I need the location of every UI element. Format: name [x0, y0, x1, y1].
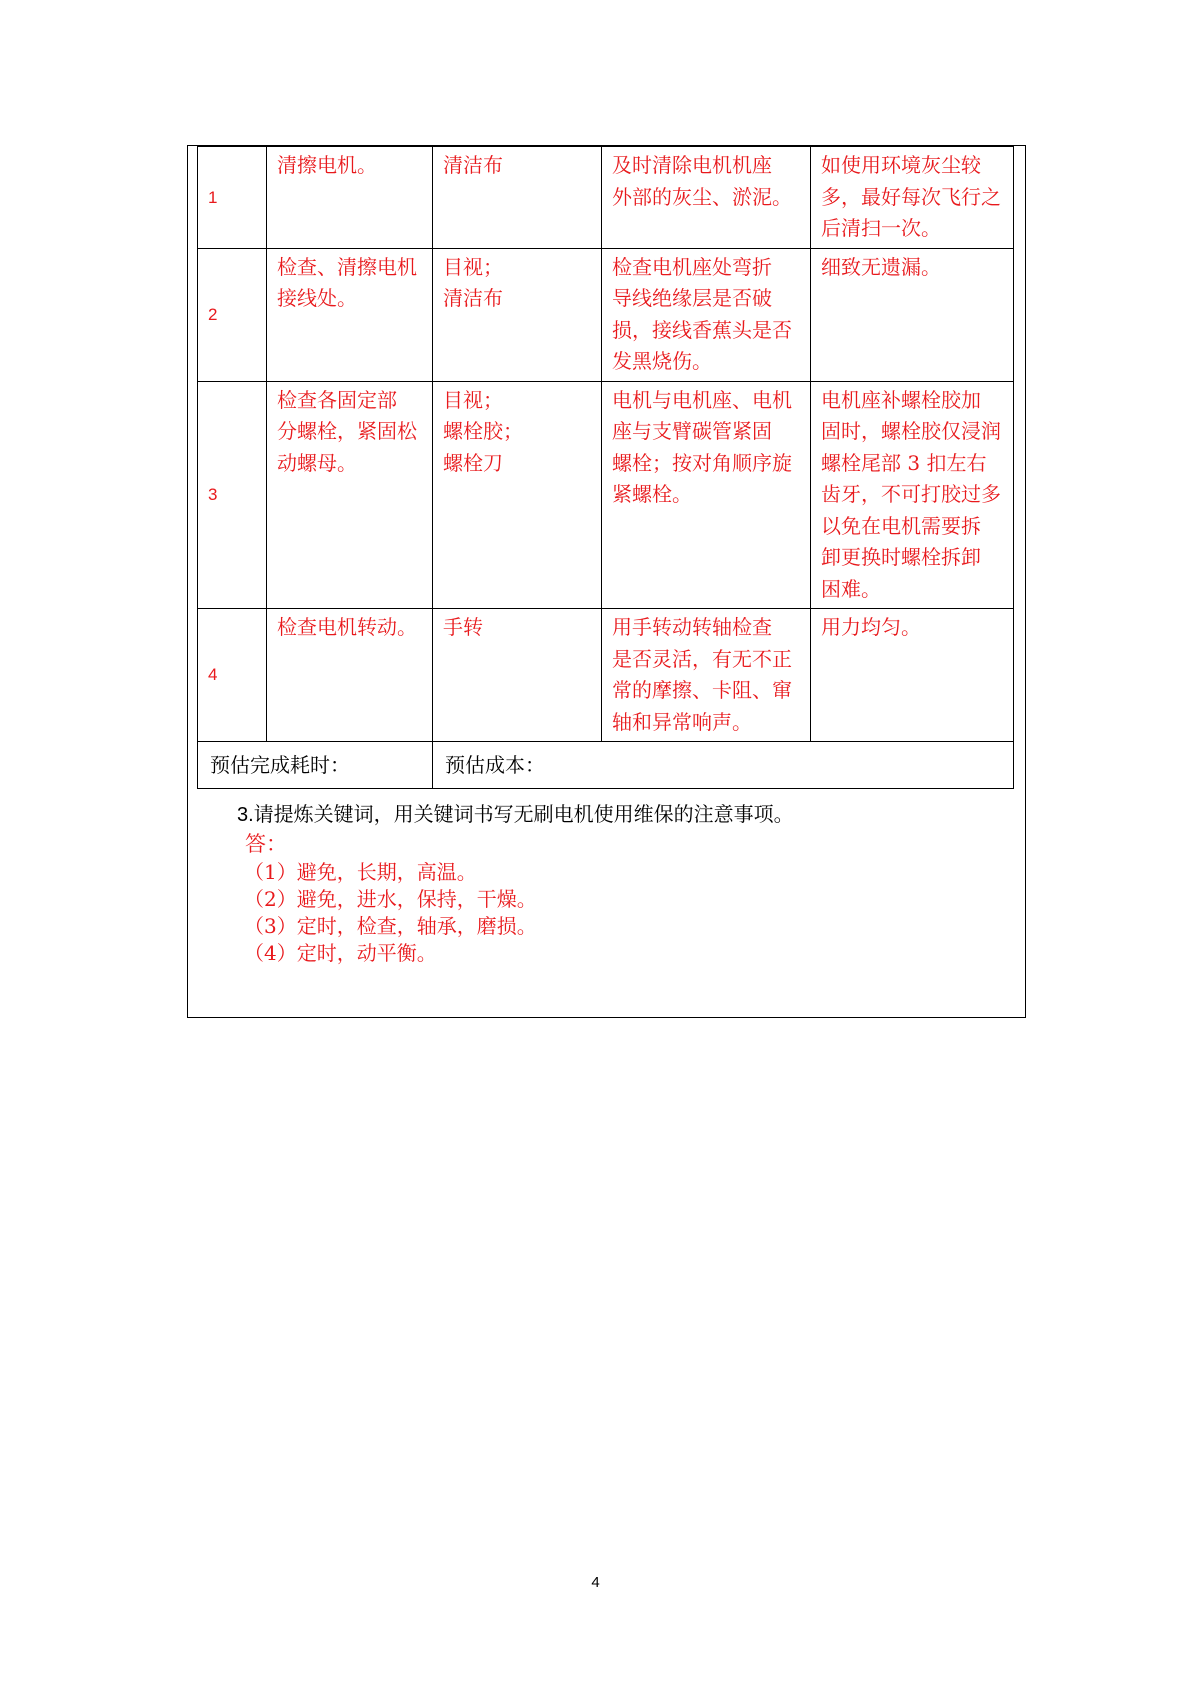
- answer-item: （1）避免，长期，高温。: [244, 860, 477, 884]
- content-line: 轴和异常响声。: [612, 709, 752, 734]
- answer-item: （3）定时，检查，轴承，磨损。: [244, 914, 537, 938]
- estimated-time-label: 预估完成耗时：: [198, 742, 433, 789]
- tools-line: 目视；: [443, 254, 503, 279]
- content-line: 是否灵活，有无不正: [612, 646, 792, 671]
- notes-line: 齿牙，不可打胶过多: [821, 482, 1001, 506]
- content-cell: [602, 147, 811, 249]
- content-line: 电机与电机座、电机: [612, 387, 792, 412]
- notes-line: 固时，螺栓胶仅浸润: [821, 419, 1001, 443]
- notes-line: 螺栓尾部 3 扣左右: [821, 450, 987, 475]
- notes-line: 细致无遗漏。: [821, 254, 941, 279]
- notes-cell: [811, 147, 1014, 249]
- content-line: 常的摩擦、卡阻、窜: [612, 678, 792, 702]
- notes-line: 后清扫一次。: [821, 216, 941, 240]
- content-line: 发黑烧伤。: [612, 349, 712, 373]
- task-line: 清擦电机。: [277, 153, 377, 177]
- content-line: 紧螺栓。: [612, 482, 692, 506]
- notes-line: 以免在电机需要拆: [821, 513, 981, 538]
- content-cell: [602, 381, 811, 609]
- tools-line: 螺栓胶；: [443, 419, 523, 443]
- tools-line: 目视；: [443, 387, 503, 412]
- tools-line: 清洁布: [443, 286, 503, 310]
- row-number: 4: [198, 609, 267, 742]
- row-number: 3: [198, 381, 267, 609]
- row-number: 1: [198, 147, 267, 249]
- content-cell: [602, 609, 811, 742]
- estimated-cost-label: 预估成本：: [433, 742, 1014, 789]
- task-cell: [267, 609, 433, 742]
- maintenance-table: [197, 146, 1014, 789]
- question-number: 3.: [237, 804, 254, 826]
- notes-line: 如使用环境灰尘较: [821, 153, 981, 177]
- content-line: 外部的灰尘、淤泥。: [612, 184, 792, 209]
- task-cell: [267, 381, 433, 609]
- table-row: [198, 147, 1014, 249]
- notes-cell: [811, 381, 1014, 609]
- notes-cell: [811, 248, 1014, 381]
- tools-line: 清洁布: [443, 153, 503, 177]
- task-line: 动螺母。: [277, 450, 357, 475]
- answer-label: 答：: [245, 832, 287, 856]
- content-line: 检查电机座处弯折: [612, 254, 772, 279]
- tools-line: 手转: [443, 615, 483, 639]
- notes-line: 困难。: [821, 576, 881, 601]
- notes-line: 用力均匀。: [821, 615, 921, 639]
- table-footer-row: [198, 742, 1014, 789]
- notes-line: 卸更换时螺栓拆卸: [821, 545, 981, 569]
- tools-cell: [433, 381, 602, 609]
- answer-item: （2）避免，进水，保持，干燥。: [244, 887, 537, 911]
- tools-cell: [433, 609, 602, 742]
- row-number: 2: [198, 248, 267, 381]
- content-line: 及时清除电机机座: [612, 153, 772, 177]
- tools-cell: [433, 248, 602, 381]
- task-line: 接线处。: [277, 286, 357, 310]
- notes-cell: [811, 609, 1014, 742]
- tools-cell: [433, 147, 602, 249]
- table-row: [198, 609, 1014, 742]
- task-line: 分螺栓，紧固松: [277, 419, 417, 443]
- content-line: 螺栓；按对角顺序旋: [612, 450, 792, 475]
- task-cell: [267, 147, 433, 249]
- task-line: 检查、清擦电机: [277, 254, 417, 279]
- content-line: 损，接线香蕉头是否: [612, 317, 792, 342]
- table-row: [198, 381, 1014, 609]
- content-line: 座与支臂碳管紧固: [612, 419, 772, 443]
- task-line: 检查电机转动。: [277, 615, 417, 639]
- task-line: 检查各固定部: [277, 387, 397, 412]
- question-3: [237, 800, 794, 829]
- notes-line: 多，最好每次飞行之: [821, 184, 1001, 209]
- answer-item: （4）定时，动平衡。: [244, 941, 437, 965]
- content-cell: [602, 248, 811, 381]
- notes-line: 电机座补螺栓胶加: [821, 387, 981, 412]
- tools-line: 螺栓刀: [443, 450, 503, 475]
- page-number: 4: [591, 1574, 600, 1591]
- task-cell: [267, 248, 433, 381]
- content-line: 用手转动转轴检查: [612, 615, 772, 639]
- table-row: [198, 248, 1014, 381]
- question-text: 请提炼关键词，用关键词书写无刷电机使用维保的注意事项。: [253, 802, 794, 826]
- content-line: 导线绝缘层是否破: [612, 286, 772, 310]
